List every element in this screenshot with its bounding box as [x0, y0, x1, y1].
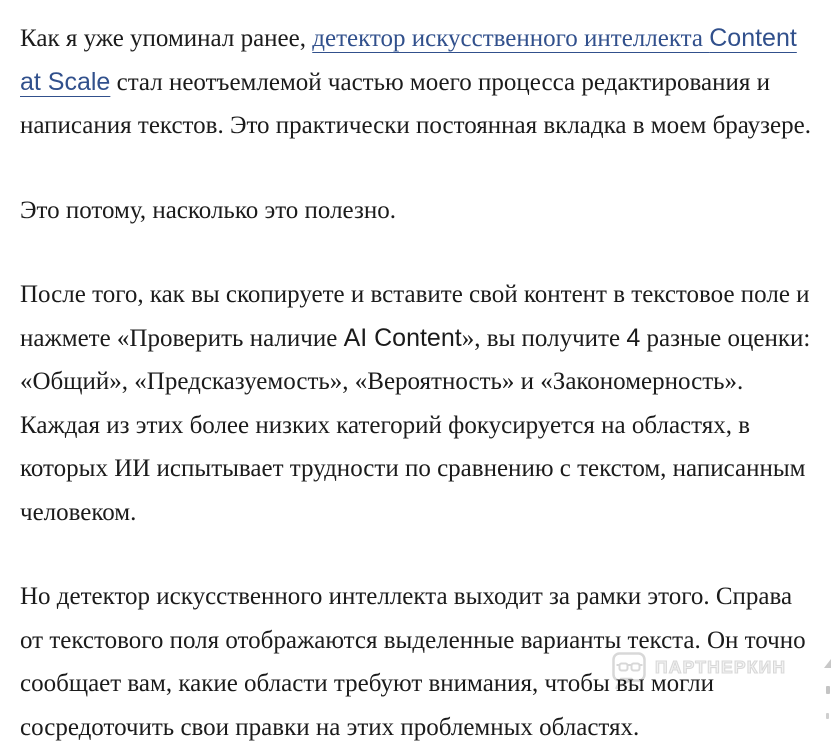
text-segment: После того, как вы скопируете и вставите свой контент в текстовое поле и нажмете «Проверить наличие [20, 281, 810, 352]
text-segment: стал неотъемлемой частью моего процесса редактирования и написания текстов. Это практически постоянная вкладка в моем браузере. [20, 68, 811, 139]
text-segment: Как я уже упоминал ранее, [20, 25, 313, 52]
text-segment: », вы получите [461, 324, 627, 352]
text-segment: Это потому, насколько это полезно. [20, 196, 396, 224]
paragraph [20, 17, 813, 148]
paragraph [20, 575, 813, 749]
text-segment: разные оценки: «Общий», «Предсказуемость», «Вероятность» и «Закономерность». Каждая из этих более низких категорий фокусируется на областях, в которых ИИ испытывает трудности по сравнению с текстом, написанным человеком. [20, 324, 811, 526]
latin-text-segment: AI Content [343, 323, 462, 352]
paragraph [20, 189, 813, 233]
latin-text-segment: 4 [626, 323, 641, 352]
paragraph [20, 273, 813, 534]
text-segment: Но детектор искусственного интеллекта выходит за рамки этого. Справа от текстового поля отображаются выделенные варианты текста. Он точно сообщает вам, какие области требуют внимания, чтобы вы могли сосредоточить свои правки на этих проблемных областях. [20, 583, 806, 741]
latin-text-segment: Content at Scale [20, 24, 797, 96]
text-segment: детектор искусственного интеллекта [312, 25, 710, 52]
watermark-label: ПАРТНЕРКИН [655, 656, 787, 677]
